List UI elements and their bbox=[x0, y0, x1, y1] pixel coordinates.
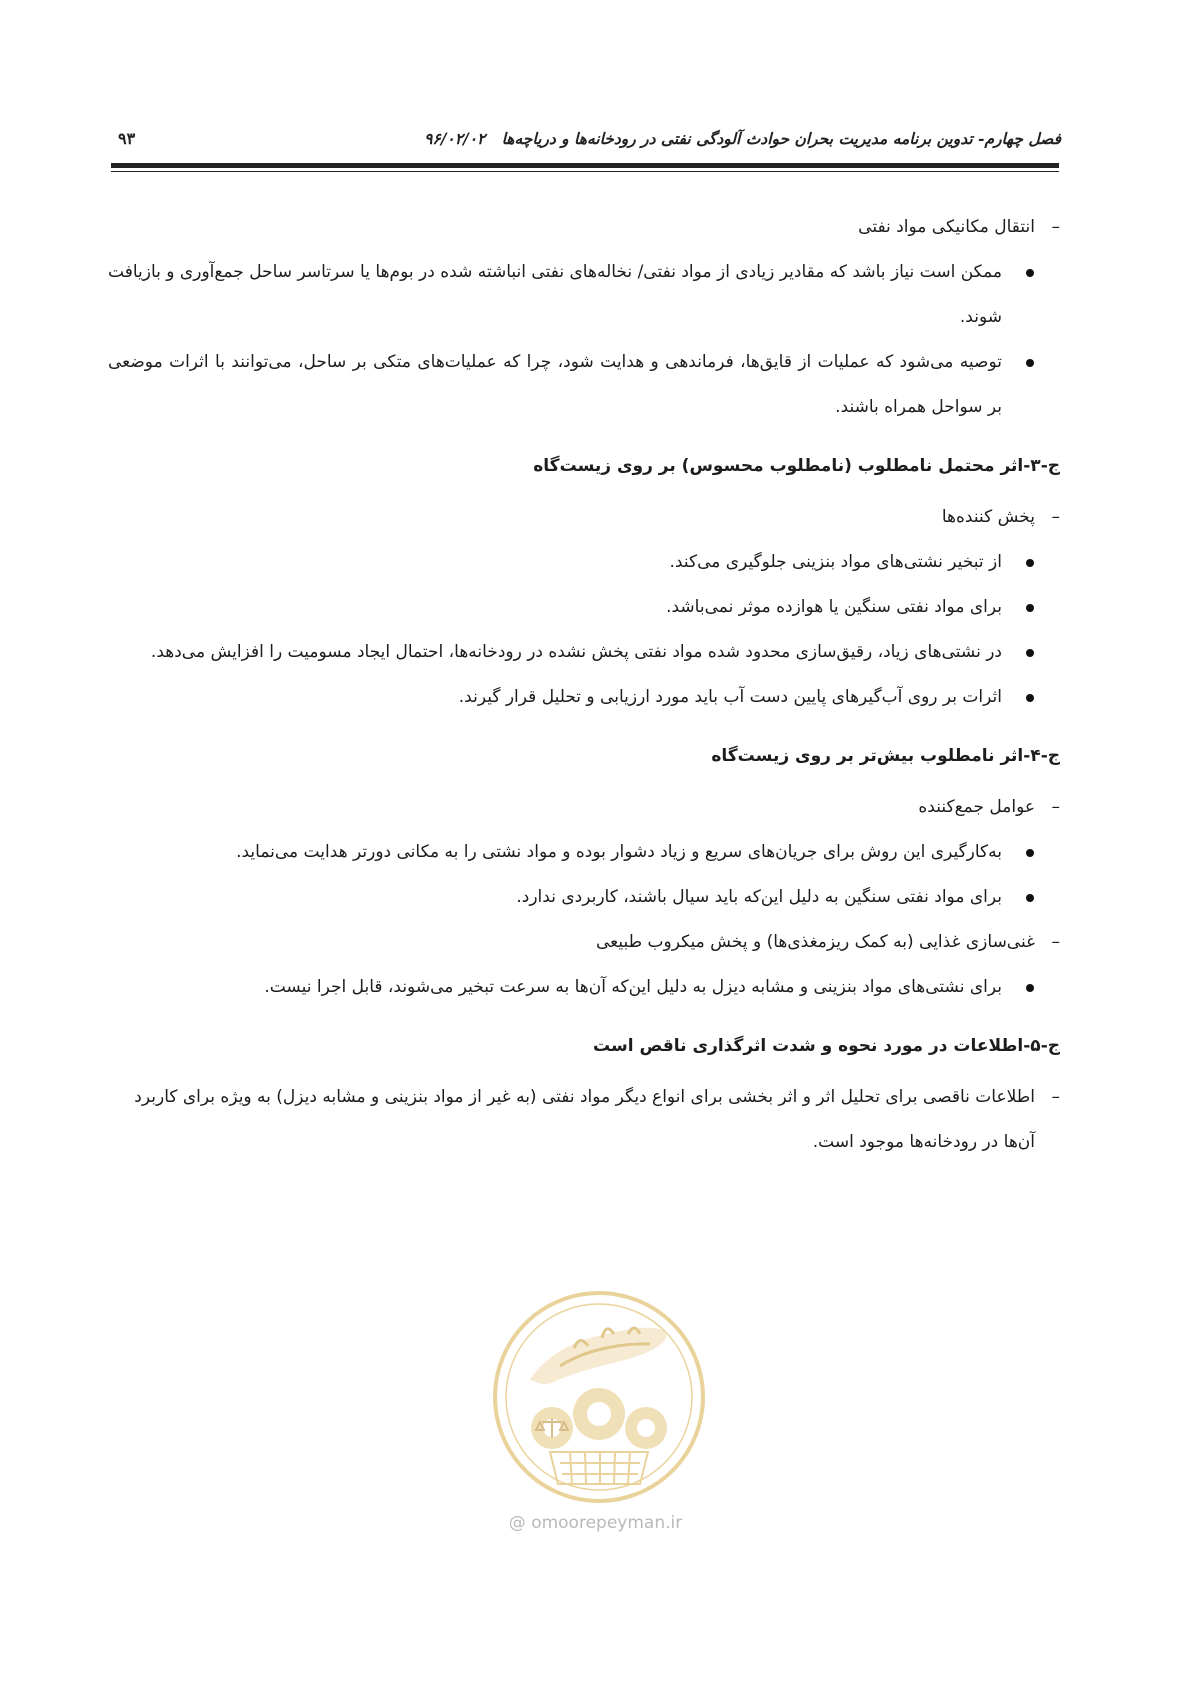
bullet-item: ممکن است نیاز باشد که مقادیر زیادی از مواد نفتی/ نخاله‌های نفتی انباشته شده در بوم‌ها یا سرتاسر ساحل جمع‌آوری و بازیافت شوند. bbox=[108, 250, 1060, 340]
bullet-dot bbox=[1026, 849, 1034, 857]
header-rule-thick bbox=[111, 163, 1059, 168]
section-heading: ج-۵-اطلاعات در مورد نحوه و شدت اثرگذاری ناقص است bbox=[593, 1036, 1060, 1056]
body-text bbox=[108, 205, 1060, 1165]
bullet-dot bbox=[1026, 269, 1034, 277]
header-date: ۹۶/۰۲/۰۲ bbox=[424, 129, 486, 148]
bullet-item: اثرات بر روی آب‌گیرهای پایین دست آب باید مورد ارزیابی و تحلیل قرار گیرند. bbox=[108, 675, 1060, 720]
bullet-item: برای مواد نفتی سنگین به دلیل این‌که باید سیال باشند، کاربردی ندارد. bbox=[108, 875, 1060, 920]
bullet-item: برای مواد نفتی سنگین یا هوازده موثر نمی‌باشد. bbox=[108, 585, 1060, 630]
bullet-item: در نشتی‌های زیاد، رقیق‌سازی محدود شده مواد نفتی پخش نشده در رودخانه‌ها، احتمال ایجاد مسومیت را افزایش می‌دهد. bbox=[108, 630, 1060, 675]
dash-item: – اطلاعات ناقصی برای تحلیل اثر و اثر بخشی برای انواع دیگر مواد نفتی (به غیر از مواد بنزینی و مشابه دیزل) به ویژه برای کاربرد آن‌ها در رودخانه‌ها موجود است. bbox=[108, 1075, 1060, 1165]
dash-item: – غنی‌سازی غذایی (به کمک ریزمغذی‌ها) و پخش میکروب طبیعی bbox=[108, 920, 1060, 965]
watermark-site: @ omoorepeyman.ir bbox=[508, 1513, 683, 1533]
bullet-dot bbox=[1026, 984, 1034, 992]
bullet-item: از تبخیر نشتی‌های مواد بنزینی جلوگیری می‌کند. bbox=[108, 540, 1060, 585]
bullet-dot bbox=[1026, 359, 1034, 367]
bullet-item: توصیه می‌شود که عملیات از قایق‌ها، فرماندهی و هدایت شود، چرا که عملیات‌های متکی بر ساحل، می‌توانند با اثرات موضعی بر سواحل همراه باشند. bbox=[108, 340, 1060, 430]
running-header bbox=[261, 129, 1061, 148]
watermark-logo bbox=[490, 1288, 708, 1506]
bullet-item: به‌کارگیری این روش برای جریان‌های سریع و زیاد دشوار بوده و مواد نشتی را به مکانی دورتر هدایت می‌نماید. bbox=[108, 830, 1060, 875]
header-rule-thin bbox=[111, 171, 1059, 172]
dash-item: – پخش کننده‌ها bbox=[108, 495, 1060, 540]
dash-item: – انتقال مکانیکی مواد نفتی bbox=[108, 205, 1060, 250]
header-title: فصل چهارم- تدوین برنامه مدیریت بحران حوادث آلودگی نفتی در رودخانه‌ها و دریاچه‌ها bbox=[501, 129, 1061, 148]
section-heading: ج-۴-اثر نامطلوب بیش‌تر بر روی زیست‌گاه bbox=[711, 746, 1060, 766]
bullet-dot bbox=[1026, 894, 1034, 902]
section-heading: ج-۳-اثر محتمل نامطلوب (نامطلوب محسوس) بر روی زیست‌گاه bbox=[533, 456, 1060, 476]
bullet-dot bbox=[1026, 604, 1034, 612]
bullet-dot bbox=[1026, 559, 1034, 567]
dash-item: – عوامل جمع‌کننده bbox=[108, 785, 1060, 830]
bullet-dot bbox=[1026, 649, 1034, 657]
bullet-dot bbox=[1026, 694, 1034, 702]
page-number: ۹۳ bbox=[118, 129, 136, 148]
bullet-item: برای نشتی‌های مواد بنزینی و مشابه دیزل به دلیل این‌که آن‌ها به سرعت تبخیر می‌شوند، قابل اجرا نیست. bbox=[108, 965, 1060, 1010]
